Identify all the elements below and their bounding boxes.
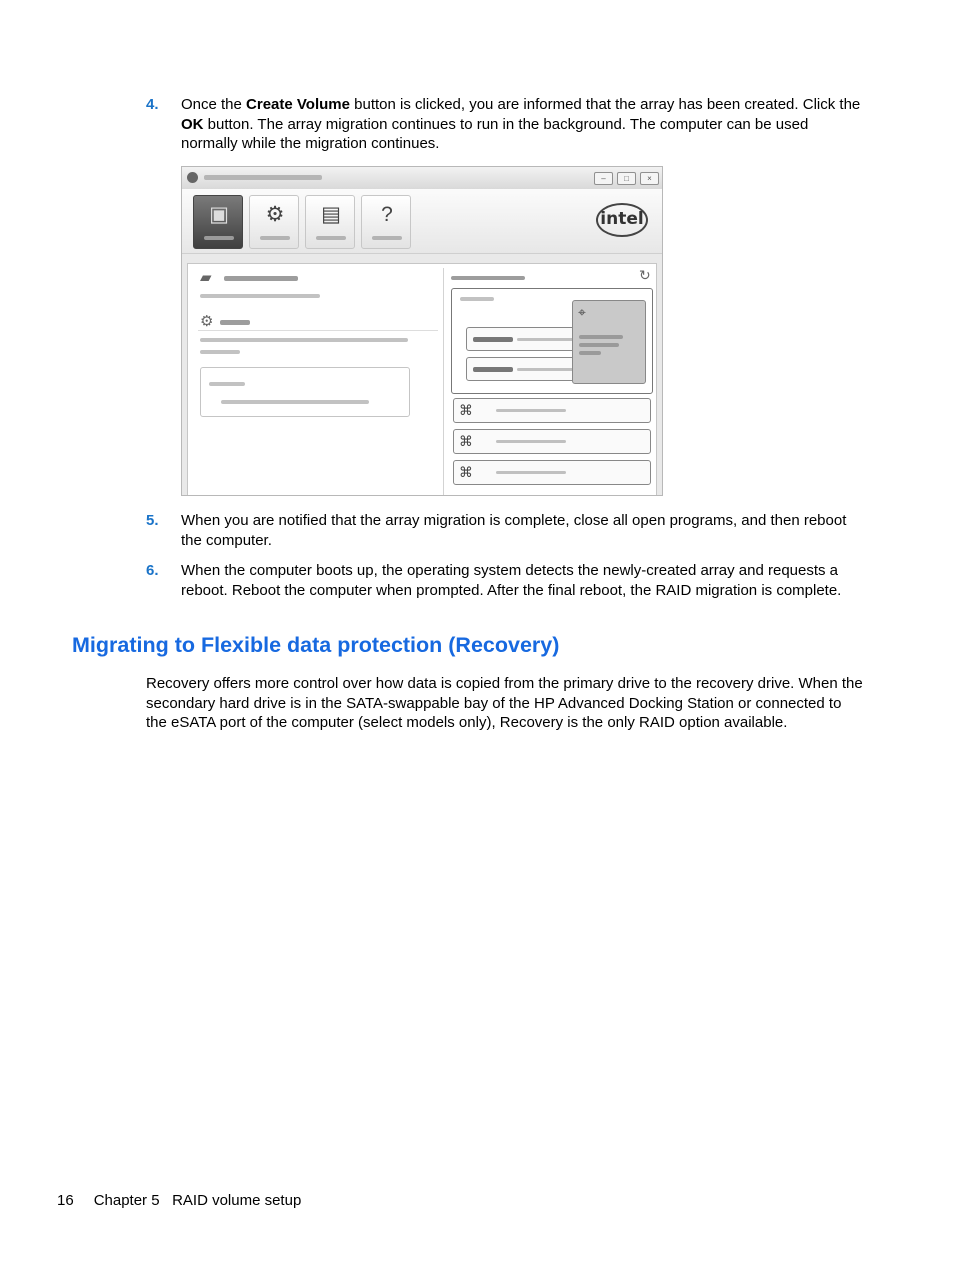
step-5 xyxy=(146,511,866,550)
step-6 xyxy=(146,561,866,600)
app-icon xyxy=(187,172,198,183)
app-toolbar xyxy=(182,189,662,254)
volume-panel[interactable] xyxy=(572,300,646,384)
disk-icon: ⌘ xyxy=(459,433,473,449)
help-icon: ? xyxy=(381,203,393,226)
status-icon: ▣ xyxy=(209,203,229,226)
section-body: Recovery offers more control over how data is copied from the primary drive to the recovery drive. When the secondary hard drive is in the SATA-swappable bay of the HP Advanced Docking Station or connected to the eSATA port of the computer (select models only), Recovery is the only RAID option available. xyxy=(146,675,863,731)
page-number: 16 xyxy=(57,1192,74,1209)
chapter-title: Chapter 5 RAID volume setup xyxy=(93,1192,302,1209)
manage-button[interactable] xyxy=(249,195,299,249)
step-4 xyxy=(146,95,866,154)
external-disk-row[interactable] xyxy=(453,460,651,485)
manage-icon: ⚙ xyxy=(265,203,285,226)
external-disk-row[interactable] xyxy=(453,429,651,454)
step-text: When you are notified that the array migration is complete, close all open programs, and then reboot the computer. xyxy=(181,512,847,549)
window-title xyxy=(204,175,322,180)
page-footer xyxy=(57,1192,301,1209)
minimize-icon[interactable]: – xyxy=(594,172,613,185)
step-text: Once the Create Volume button is clicked, you are informed that the array has been created. Click the OK button. The array migration continues to run in the background. The computer can be used normally while the migration continues. xyxy=(181,96,861,152)
disk-row[interactable] xyxy=(466,327,576,351)
step-number: 5. xyxy=(146,512,159,529)
external-disk-row[interactable] xyxy=(453,398,651,423)
refresh-icon[interactable]: ↻ xyxy=(639,267,651,283)
window-titlebar xyxy=(182,167,662,190)
status-icon: ▰ xyxy=(200,269,212,286)
step-number: 4. xyxy=(146,96,159,113)
help-button[interactable] xyxy=(361,195,411,249)
app-content xyxy=(187,263,657,496)
section-heading: Migrating to Flexible data protection (Recovery) xyxy=(72,633,560,657)
disk-icon: ⌘ xyxy=(459,402,473,418)
ok-label: OK xyxy=(181,115,204,133)
array-info-panel[interactable] xyxy=(200,367,410,417)
disk-icon: ⌘ xyxy=(459,464,473,480)
create-volume-label: Create Volume xyxy=(246,96,350,113)
status-button[interactable] xyxy=(193,195,243,249)
preferences-icon: ▤ xyxy=(321,203,341,226)
disk-row[interactable] xyxy=(466,357,576,381)
intel-logo: intel xyxy=(596,203,648,237)
close-icon[interactable]: × xyxy=(640,172,659,185)
step-number: 6. xyxy=(146,562,159,579)
intel-rapid-storage-screenshot xyxy=(181,166,663,496)
step-text: When the computer boots up, the operating system detects the newly-created array and requests a reboot. Reboot the computer when prompted. After the final reboot, the RAID migration is complete. xyxy=(181,562,842,599)
preferences-button[interactable] xyxy=(305,195,355,249)
maximize-icon[interactable]: □ xyxy=(617,172,636,185)
manage-icon: ⚙ xyxy=(200,313,214,330)
volume-icon: ⌖ xyxy=(578,304,586,320)
